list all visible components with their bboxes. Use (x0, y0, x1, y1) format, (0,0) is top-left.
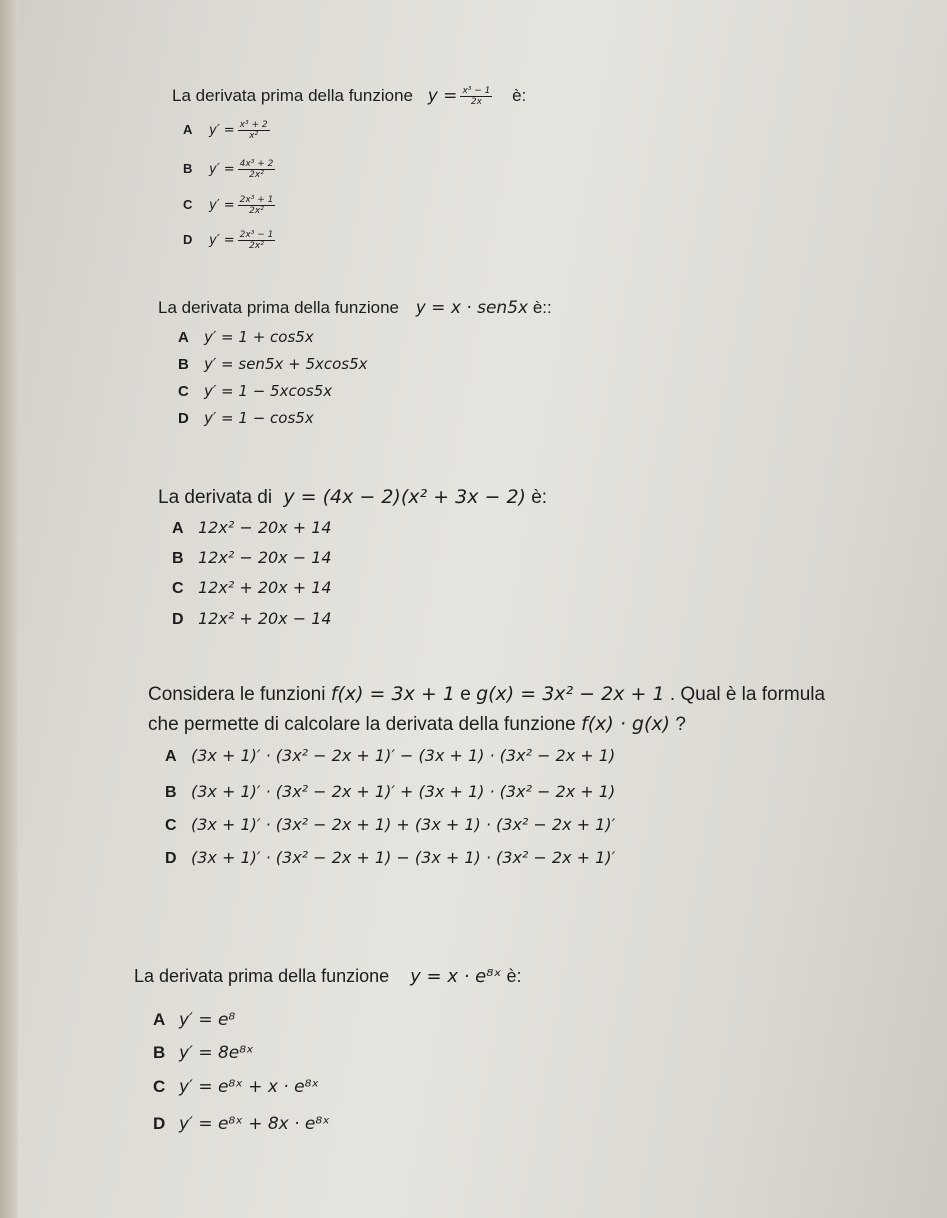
function-product: f(x) · g(x) (581, 713, 671, 735)
option-c[interactable] (172, 578, 332, 598)
option-text: y′ = 8e⁸ˣ (179, 1043, 254, 1063)
option-text: 12x² + 20x + 14 (198, 578, 332, 597)
option-text: (3x + 1)′ · (3x² − 2x + 1)′ − (3x + 1) · (3x² − 2x + 1) (191, 746, 616, 765)
question-4-stem-line-1 (148, 682, 825, 707)
stem-suffix: è: (506, 966, 522, 986)
option-letter: B (165, 784, 177, 801)
stem-text: ? (675, 714, 686, 735)
formula-lhs: y = (427, 86, 458, 106)
option-d[interactable] (178, 409, 314, 427)
stem-suffix: è: (531, 487, 548, 508)
option-denominator: 2x² (249, 206, 264, 216)
option-text: 12x² − 20x − 14 (198, 548, 332, 567)
option-d[interactable] (153, 1114, 330, 1134)
option-letter: C (183, 196, 193, 212)
formula-numerator: x³ − 1 (462, 86, 491, 97)
option-text: (3x + 1)′ · (3x² − 2x + 1) + (3x + 1) · (3x² − 2x + 1)′ (191, 815, 616, 834)
option-a[interactable] (153, 1010, 235, 1030)
option-letter: D (183, 231, 193, 247)
option-text: y′ = e⁸ (179, 1010, 236, 1030)
option-b[interactable] (178, 355, 368, 373)
option-letter: A (178, 329, 189, 346)
option-letter: C (178, 383, 189, 400)
option-numerator: 2x³ − 1 (239, 230, 274, 240)
option-numerator: 4x³ + 2 (239, 159, 274, 169)
option-denominator: x² (249, 131, 259, 141)
formula: y = (4x − 2)(x² + 3x − 2) (283, 486, 526, 508)
stem-text: La derivata prima della funzione (172, 86, 413, 105)
option-letter: D (178, 410, 189, 427)
question-4-stem-line-2 (148, 712, 686, 737)
formula: y = x · e⁸ˣ (410, 966, 502, 987)
stem-suffix: è: (512, 86, 527, 105)
option-lhs: y′ = (209, 161, 235, 177)
function-g: g(x) = 3x² − 2x + 1 (476, 683, 665, 705)
option-letter: B (172, 550, 184, 567)
option-a[interactable] (172, 518, 332, 538)
question-1-stem (172, 86, 526, 107)
option-text: (3x + 1)′ · (3x² − 2x + 1)′ + (3x + 1) · (3x² − 2x + 1) (191, 782, 616, 801)
formula: y = x · sen5x (415, 298, 529, 318)
option-lhs: y′ = (209, 122, 235, 138)
option-numerator: 2x³ + 1 (239, 195, 274, 205)
paper-edge-shadow (0, 0, 18, 1218)
stem-suffix: è:: (532, 298, 552, 317)
option-text: y′ = e⁸ˣ + x · e⁸ˣ (179, 1077, 319, 1097)
option-text: y′ = sen5x + 5xcos5x (204, 355, 368, 373)
option-text: y′ = 1 − cos5x (204, 409, 314, 427)
option-a[interactable] (165, 746, 615, 766)
option-letter: D (165, 850, 177, 867)
function-f: f(x) = 3x + 1 (330, 683, 455, 705)
option-letter: B (153, 1043, 166, 1062)
option-letter: A (183, 121, 193, 137)
option-b[interactable] (153, 1043, 254, 1063)
option-letter: D (172, 611, 184, 628)
option-a[interactable] (178, 328, 314, 346)
stem-conjunction: e (460, 684, 471, 705)
option-denominator: 2x² (249, 241, 264, 251)
option-c[interactable] (178, 382, 332, 400)
stem-text: . Qual è la formula (669, 684, 826, 705)
option-d[interactable] (172, 609, 332, 629)
option-letter: C (153, 1077, 166, 1096)
option-letter: C (165, 817, 177, 834)
stem-text: La derivata prima della funzione (134, 966, 390, 986)
option-d[interactable] (183, 230, 278, 251)
option-c[interactable] (153, 1077, 319, 1097)
option-c[interactable] (183, 195, 278, 216)
formula-denominator: 2x (470, 97, 482, 108)
option-d[interactable] (165, 848, 615, 868)
option-denominator: 2x² (249, 170, 264, 180)
option-b[interactable] (172, 548, 332, 568)
option-text: (3x + 1)′ · (3x² − 2x + 1) − (3x + 1) · (3x² − 2x + 1)′ (191, 848, 616, 867)
stem-text: che permette di calcolare la derivata della funzione (148, 714, 576, 735)
option-numerator: x³ + 2 (239, 120, 268, 130)
stem-text: La derivata prima della funzione (158, 298, 399, 317)
option-text: 12x² + 20x − 14 (198, 609, 332, 628)
question-5-stem (134, 966, 521, 987)
option-c[interactable] (165, 815, 615, 835)
option-letter: A (165, 748, 177, 765)
option-b[interactable] (165, 782, 615, 802)
option-text: 12x² − 20x + 14 (198, 518, 332, 537)
option-letter: A (153, 1010, 166, 1029)
option-letter: D (153, 1114, 166, 1133)
option-b[interactable] (183, 159, 278, 180)
option-text: y′ = 1 + cos5x (204, 328, 314, 346)
option-lhs: y′ = (209, 197, 235, 213)
option-text: y′ = e⁸ˣ + 8x · e⁸ˣ (179, 1114, 330, 1134)
option-letter: B (178, 356, 189, 373)
question-2-stem (158, 298, 552, 318)
stem-text: Considera le funzioni (148, 684, 326, 705)
option-a[interactable] (183, 120, 273, 141)
stem-text: La derivata di (158, 487, 273, 508)
option-lhs: y′ = (209, 232, 235, 248)
option-letter: A (172, 520, 184, 537)
option-letter: C (172, 580, 184, 597)
question-3-stem (158, 486, 547, 509)
option-text: y′ = 1 − 5xcos5x (204, 382, 333, 400)
option-letter: B (183, 160, 193, 176)
